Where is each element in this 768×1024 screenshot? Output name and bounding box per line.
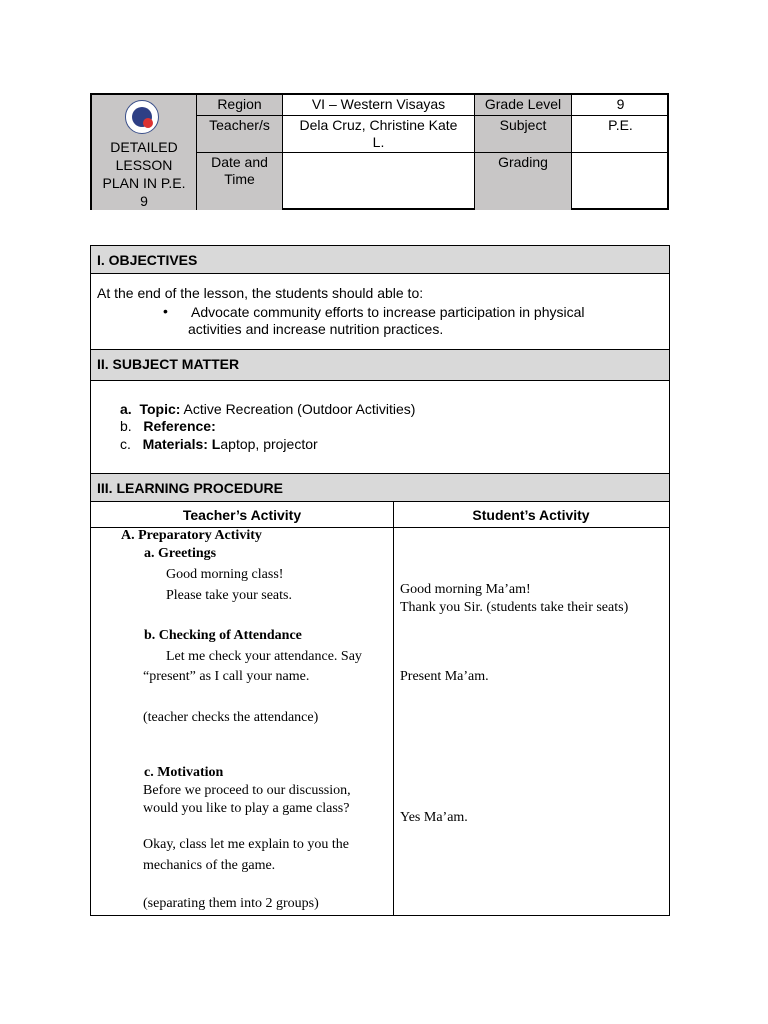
motivation-teacher-line-1: Before we proceed to our discussion, xyxy=(143,783,351,798)
column-divider xyxy=(393,502,394,916)
greetings-title: a. Greetings xyxy=(144,546,217,561)
date-time-value xyxy=(282,152,474,210)
motivation-student-line-1: Yes Ma’am. xyxy=(400,810,468,825)
motivation-teacher-line-2: would you like to play a game class? xyxy=(143,801,350,816)
grade-level-label: Grade Level xyxy=(474,95,571,115)
attendance-teacher-line-1: Let me check your attendance. Say xyxy=(166,649,362,664)
grading-label: Grading xyxy=(474,152,571,210)
subject-matter-heading: II. SUBJECT MATTER xyxy=(91,350,669,381)
subject-value: P.E. xyxy=(571,115,669,152)
grading-value xyxy=(571,152,669,210)
motivation-title: c. Motivation xyxy=(144,765,224,780)
objectives-intro: At the end of the lesson, the students should able to: xyxy=(97,285,424,301)
bullet-icon: • xyxy=(163,303,168,319)
teacher-value: Dela Cruz, Christine Kate L. xyxy=(282,115,474,152)
greeting-student-line-1: Good morning Ma’am! xyxy=(400,582,531,597)
motivation-teacher-line-4: mechanics of the game. xyxy=(143,858,276,873)
attendance-teacher-line-3: (teacher checks the attendance) xyxy=(143,710,319,725)
lesson-plan-body-table xyxy=(90,245,670,916)
date-time-label: Date and Time xyxy=(196,152,282,210)
region-value: VI – Western Visayas xyxy=(282,95,474,115)
attendance-teacher-line-2: “present” as I call your name. xyxy=(143,669,310,684)
student-activity-header: Student’s Activity xyxy=(472,507,590,523)
greeting-teacher-line-2: Please take your seats. xyxy=(166,588,292,603)
objective-line-1: Advocate community efforts to increase participation in physical xyxy=(191,304,585,320)
greeting-student-line-2: Thank you Sir. (students take their seats) xyxy=(400,600,629,615)
region-label: Region xyxy=(196,95,282,115)
teacher-activity-header: Teacher’s Activity xyxy=(182,507,302,523)
subject-label: Subject xyxy=(474,115,571,152)
subject-item-reference: b. Reference: xyxy=(120,418,216,434)
teacher-label: Teacher/s xyxy=(196,115,282,152)
learning-procedure-heading: III. LEARNING PROCEDURE xyxy=(91,474,669,502)
attendance-student-line-1: Present Ma’am. xyxy=(400,669,489,684)
subject-item-materials: c. Materials: Laptop, projector xyxy=(120,436,318,452)
lesson-plan-title: DETAILED LESSON PLAN IN P.E. 9 xyxy=(102,139,186,209)
grade-level-value: 9 xyxy=(571,95,669,115)
lesson-plan-header-table xyxy=(90,93,669,210)
motivation-teacher-line-5: (separating them into 2 groups) xyxy=(143,896,319,911)
motivation-teacher-line-3: Okay, class let me explain to you the xyxy=(143,837,349,852)
objective-line-2: activities and increase nutrition practices. xyxy=(188,321,444,337)
preparatory-activity-title: A. Preparatory Activity xyxy=(121,528,262,543)
deped-seal-icon xyxy=(125,100,159,134)
title-cell xyxy=(92,95,196,210)
subject-item-topic: a. Topic: Active Recreation (Outdoor Activities) xyxy=(120,401,416,417)
greeting-teacher-line-1: Good morning class! xyxy=(166,567,284,582)
objectives-heading: I. OBJECTIVES xyxy=(91,246,669,274)
attendance-title: b. Checking of Attendance xyxy=(144,628,302,643)
